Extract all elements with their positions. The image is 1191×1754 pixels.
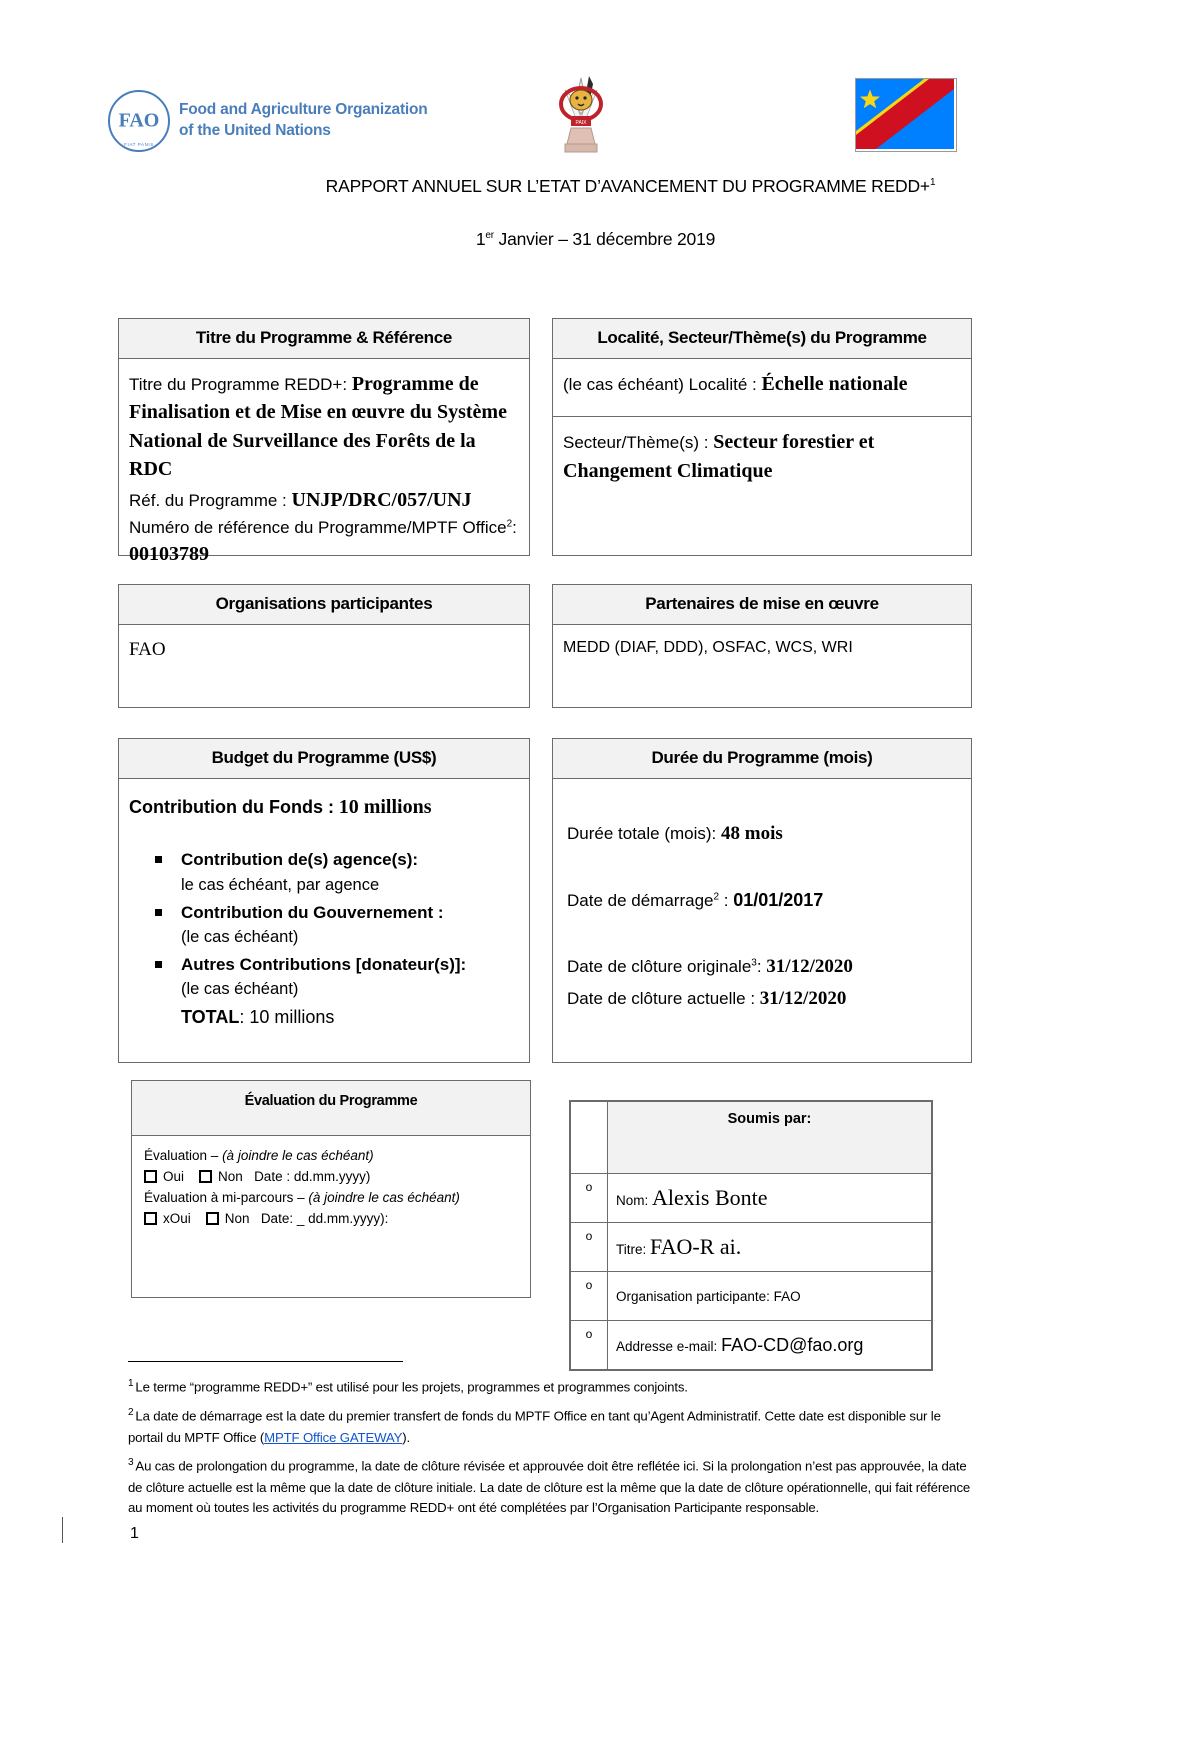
footnote-separator-rule <box>128 1361 403 1362</box>
participating-box-header: Organisations participantes <box>119 585 529 625</box>
total-duration-row <box>567 821 961 848</box>
budget-item-note: le cas échéant, par agence <box>181 875 380 894</box>
participating-organisations-box <box>118 584 530 708</box>
submitted-organisation-label: Organisation participante: <box>616 1288 770 1304</box>
participating-value: FAO <box>129 639 166 660</box>
budget-item-label: Autres Contributions [donateur(s)]: <box>181 954 467 974</box>
evaluation-line-2 <box>144 1188 518 1209</box>
header-logos <box>0 70 1191 170</box>
budget-total-label: TOTAL <box>181 1007 240 1028</box>
evaluation-yes-checkbox[interactable] <box>144 1170 157 1183</box>
fund-contribution-value: 10 millions <box>338 796 432 818</box>
participating-box-body <box>119 625 529 672</box>
programme-duration-box <box>552 738 972 1063</box>
footnote-1-marker: 1 <box>128 1378 134 1389</box>
implementing-partners-box <box>552 584 972 708</box>
svg-text:PAIX: PAIX <box>575 120 587 126</box>
original-end-footnote-marker: 3 <box>751 956 757 968</box>
programme-title-reference-box <box>118 318 530 566</box>
footnote-2-text-a: La date de démarrage est la date du premier transfert de fonds du MPTF Office en tant qu’Agent Administratif. Cette date est disponible sur le portail du MPTF Office ( <box>128 1408 941 1445</box>
midterm-label-italic: (à joindre le cas échéant) <box>308 1189 460 1205</box>
submitted-row-bullet: o <box>571 1272 608 1321</box>
fao-motto: FIAT PANIS <box>124 142 154 147</box>
programme-mptf-value: 00103789 <box>129 543 209 566</box>
table-row <box>571 1174 932 1223</box>
submitted-name-value: Alexis Bonte <box>652 1185 768 1210</box>
title-footnote-marker: 1 <box>929 177 936 189</box>
mptf-gateway-link[interactable]: MPTF Office GATEWAY <box>264 1429 403 1445</box>
period-rest: Janvier – 31 décembre 2019 <box>493 229 716 249</box>
table-row <box>571 1272 932 1321</box>
submitted-title-cell <box>608 1223 932 1272</box>
submitted-email-value: FAO-CD@fao.org <box>721 1334 864 1355</box>
budget-item-note: (le cas échéant) <box>181 928 299 947</box>
drc-coat-of-arms-icon <box>545 70 617 170</box>
programme-ref-value: UNJP/DRC/057/UNJ <box>291 488 472 511</box>
midterm-no-label: Non <box>224 1210 250 1226</box>
mptf-colon: : <box>512 517 517 537</box>
document-title <box>70 176 1191 197</box>
sector-label: Secteur/Thème(s) : <box>563 433 709 453</box>
evaluation-line-1 <box>144 1146 518 1167</box>
budget-item <box>181 952 519 1031</box>
start-date-footnote-marker: 2 <box>713 891 720 903</box>
start-date-label: Date de démarrage <box>567 890 714 910</box>
budget-total-row <box>181 1004 519 1031</box>
table-row <box>571 1223 932 1272</box>
current-end-date-row <box>567 986 961 1013</box>
programme-title-box-body <box>119 359 529 576</box>
submitted-row-bullet: o <box>571 1174 608 1223</box>
footnotes-section <box>128 1376 973 1526</box>
partners-box-header: Partenaires de mise en œuvre <box>553 585 971 625</box>
footnote-2 <box>128 1405 973 1448</box>
start-date-separator: : <box>719 890 734 910</box>
footnote-1-text: Le terme “programme REDD+” est utilisé pour les projets, programmes et programmes conjoints. <box>135 1379 688 1395</box>
original-end-date-value: 31/12/2020 <box>766 955 853 977</box>
evaluation-yes-label: Oui <box>163 1168 185 1184</box>
change-bar <box>62 1517 63 1543</box>
programme-ref-label: Réf. du Programme : <box>129 490 287 510</box>
fao-wordmark <box>179 100 428 142</box>
evaluation-label-italic: (à joindre le cas échéant) <box>222 1148 374 1163</box>
footnote-1 <box>128 1376 973 1398</box>
locality-box-header: Localité, Secteur/Thème(s) du Programme <box>553 319 971 359</box>
fao-letters: FAO <box>118 109 160 132</box>
submitted-by-header: Soumis par: <box>608 1102 932 1174</box>
original-end-date-row <box>567 954 961 981</box>
submitted-title-label: Titre: <box>616 1242 647 1257</box>
programme-title-box-header: Titre du Programme & Référence <box>119 319 529 359</box>
programme-ref-row <box>129 486 519 514</box>
footnote-3-marker: 3 <box>128 1457 134 1469</box>
duration-box-header: Durée du Programme (mois) <box>553 739 971 779</box>
evaluation-options-1 <box>144 1167 518 1188</box>
programme-mptf-row <box>129 516 519 569</box>
current-end-date-label: Date de clôture actuelle <box>567 989 746 1009</box>
evaluation-box-header: Évaluation du Programme <box>132 1081 530 1136</box>
submitted-row-bullet: o <box>571 1321 608 1370</box>
budget-item <box>181 900 519 950</box>
page-number: 1 <box>130 1525 139 1542</box>
footnote-2-text-b: ). <box>402 1429 410 1445</box>
period-prefix: 1 <box>475 229 486 249</box>
total-duration-value: 48 mois <box>721 823 783 844</box>
reporting-period <box>0 229 1191 250</box>
submitted-organisation-value: FAO <box>773 1288 801 1304</box>
footnote-2-marker: 2 <box>128 1407 134 1419</box>
budget-total-value: : 10 millions <box>239 1007 335 1028</box>
fao-wordmark-line2: of the United Nations <box>179 122 331 139</box>
sector-value: Secteur forestier et Changement Climatique <box>563 431 875 482</box>
programme-evaluation-box <box>131 1080 531 1298</box>
evaluation-options-2 <box>144 1209 518 1230</box>
submitted-by-box <box>569 1100 933 1371</box>
midterm-yes-checkbox[interactable] <box>144 1212 157 1225</box>
duration-box-body <box>553 779 971 1021</box>
footnote-3 <box>128 1455 973 1519</box>
budget-item-label: Contribution de(s) agence(s): <box>181 850 419 870</box>
partners-box-body <box>553 625 971 668</box>
budget-item-label: Contribution du Gouvernement : <box>181 902 444 922</box>
midterm-no-checkbox[interactable] <box>206 1212 219 1225</box>
evaluation-label: Évaluation – <box>144 1148 223 1163</box>
fao-wordmark-line1: Food and Agriculture Organization <box>179 101 428 119</box>
midterm-label: Évaluation à mi-parcours – <box>144 1189 309 1205</box>
programme-title-value: Programme de Finalisation et de Mise en œuvre du Système National de Surveillance des Forêts de la RDC <box>129 373 507 481</box>
programme-budget-box <box>118 738 530 1063</box>
start-date-row <box>567 888 961 914</box>
sector-row <box>553 416 971 493</box>
midterm-yes-label: xOui <box>163 1210 191 1226</box>
fund-contribution-row <box>129 793 519 821</box>
budget-items-list <box>129 847 519 1031</box>
fund-contribution-label: Contribution du Fonds : <box>129 797 334 817</box>
programme-title-row <box>129 370 519 484</box>
locality-label: (le cas échéant) Localité : <box>563 375 757 394</box>
table-row <box>571 1321 932 1370</box>
budget-item <box>181 847 519 897</box>
submitted-title-value: FAO-R ai. <box>650 1234 742 1259</box>
total-duration-label: Durée totale (mois): <box>567 824 717 843</box>
document-page <box>0 70 1191 1754</box>
submitted-row-bullet: o <box>571 1223 608 1272</box>
evaluation-no-checkbox[interactable] <box>199 1170 212 1183</box>
budget-item-note: (le cas échéant) <box>181 980 299 999</box>
original-end-separator: : <box>756 956 767 976</box>
period-ordinal-suffix: er <box>485 230 494 242</box>
fao-logo <box>108 90 428 152</box>
partners-value: MEDD (DIAF, DDD), OSFAC, WCS, WRI <box>563 639 853 656</box>
evaluation-box-body <box>132 1136 530 1240</box>
programme-title-label: Titre du Programme REDD+: <box>129 375 348 394</box>
start-date-value: 01/01/2017 <box>733 889 824 910</box>
submitted-header-row <box>571 1102 932 1174</box>
mptf-footnote-marker: 2 <box>506 518 513 530</box>
current-end-date-value: 31/12/2020 <box>759 988 847 1010</box>
submitted-name-label: Nom: <box>616 1193 649 1208</box>
fao-emblem-icon <box>108 90 170 152</box>
locality-sector-box <box>552 318 972 556</box>
midterm-date-label: Date: _ dd.mm.yyyy): <box>260 1210 389 1226</box>
original-end-date-label: Date de clôture originale <box>567 956 752 976</box>
submitted-name-cell <box>608 1174 932 1223</box>
locality-row <box>553 359 971 416</box>
submitted-header-spacer <box>571 1102 608 1174</box>
budget-box-body <box>119 779 529 1041</box>
programme-mptf-label: Numéro de référence du Programme/MPTF Office <box>129 517 507 537</box>
footnote-3-text: Au cas de prolongation du programme, la date de clôture révisée et approuvée doit être reflétée ici. Si la prolongation n’est pas approuvée, la date de clôture actuelle est la même que la date de clôture initiale. La date de clôture est la même que la date de clôture opérationnelle, qui fait référence au moment où toutes les activités du programme REDD+ ont été complétées par l’Organisation Participante responsable. <box>128 1458 971 1516</box>
evaluation-date-label: Date : dd.mm.yyyy) <box>254 1168 371 1184</box>
document-title-text: RAPPORT ANNUEL SUR L’ETAT D’AVANCEMENT DU PROGRAMME REDD+ <box>325 176 930 196</box>
drc-flag-icon <box>855 78 957 152</box>
locality-value: Échelle nationale <box>761 373 908 395</box>
submitted-organisation-cell <box>608 1272 932 1321</box>
submitted-email-label: Addresse e-mail: <box>616 1338 718 1354</box>
budget-box-header: Budget du Programme (US$) <box>119 739 529 779</box>
current-end-separator: : <box>745 989 760 1009</box>
submitted-email-cell <box>608 1321 932 1370</box>
evaluation-no-label: Non <box>218 1168 243 1184</box>
